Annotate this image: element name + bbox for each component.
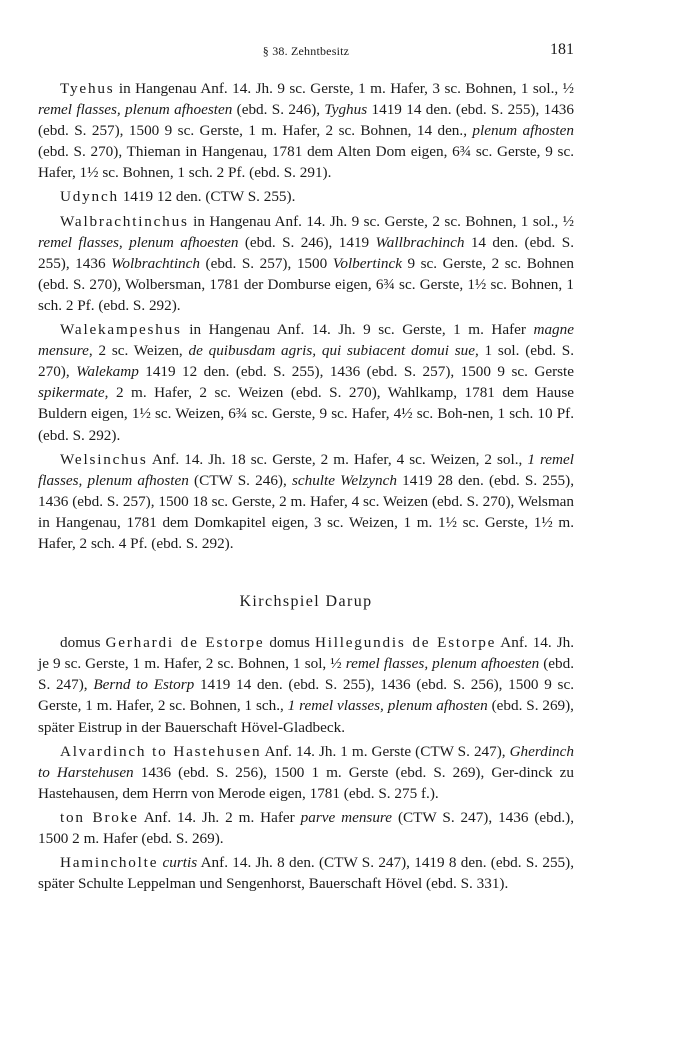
italic-citation: curtis bbox=[162, 854, 198, 872]
entry-text: Anf. 14. Jh. 1 m. Gerste (CTW S. 247), bbox=[261, 742, 510, 760]
entry-text: in Hangenau Anf. 14. Jh. 9 sc. Gerste, 1 m. Hafer, 3 sc. Bohnen, 1 sol., ½ bbox=[114, 80, 574, 97]
register-entry bbox=[38, 449, 574, 554]
entry-text: , 1 sol. (ebd. S. 270), bbox=[38, 342, 575, 381]
register-entry bbox=[38, 78, 574, 183]
italic-citation: remel flasses, plenum afhoesten bbox=[345, 655, 540, 673]
page-body bbox=[38, 78, 574, 897]
entry-text: 1419 28 den. (ebd. S. 255), 1436 (ebd. S. 257), 1500 18 sc. Gerste, 2 m. Hafer, 4 sc. Weizen (ebd. S. 270), Welsman in Hangenau, 1781 dem Domkapitel eigen, 3 sc. Weizen, 1 m. 1½ sc. Gerste, 1½ m. Hafer, 2 sch. 4 Pf. (ebd. S. 292). bbox=[38, 471, 574, 552]
entry-text: 9 sc. Gerste, 2 sc. Bohnen (ebd. S. 270), Wolbersman, 1781 der Domburse eigen, 6¾ sc. Gerste, 1½ sc. Bohnen, 1 sch. 2 Pf. (ebd. S. 292). bbox=[38, 254, 574, 314]
entry-headword: ton Broke bbox=[60, 808, 139, 826]
italic-citation: Volbertinck bbox=[332, 254, 402, 272]
entry-text: Anf. 14. Jh. 8 den. (CTW S. 247), 1419 8 den. (ebd. S. 255), später Schulte Leppelman und Sengenhorst, Bauerschaft Hövel (ebd. S. 331). bbox=[38, 854, 574, 893]
italic-citation: Tyghus bbox=[324, 101, 368, 119]
spaced-name: Gerhardi de Estorpe bbox=[105, 634, 265, 652]
entries-darup bbox=[38, 632, 574, 894]
register-entry bbox=[38, 807, 574, 849]
entry-text: (CTW S. 247), 1436 (ebd.), 1500 2 m. Hafer (ebd. S. 269). bbox=[38, 808, 574, 847]
italic-citation: 1 remel vlasses, plenum afhosten bbox=[287, 697, 488, 715]
italic-citation: Walekamp bbox=[76, 363, 139, 381]
entry-text: 14 den. (ebd. S. 255), 1436 bbox=[38, 233, 574, 272]
entry-text: 1419 12 den. (CTW S. 255). bbox=[118, 188, 296, 206]
entry-text: , 2 m. Hafer, 2 sc. Weizen (ebd. S. 270), Wahlkamp, 1781 dem Hause Buldern eigen, 1½ sc. Weizen, 6¾ sc. Gerste, 9 sc. Hafer, 4½ sc. Boh-nen, 1 sch. 10 Pf. (ebd. S. 292). bbox=[38, 384, 574, 444]
entry-text: (ebd. S. 247), bbox=[38, 655, 575, 694]
entry-text: domus bbox=[264, 634, 315, 652]
page-number: 181 bbox=[550, 41, 574, 58]
entry-text: Anf. 14. Jh. 2 m. Hafer bbox=[138, 808, 301, 826]
italic-citation: Wolbrachtinch bbox=[111, 254, 200, 272]
entry-headword: Hamincholte bbox=[60, 854, 159, 872]
entry-text: in Hangenau Anf. 14. Jh. 9 sc. Gerste, 1 m. Hafer bbox=[181, 321, 534, 339]
running-title: § 38. Zehntbesitz bbox=[262, 44, 350, 58]
entry-text: in Hangenau Anf. 14. Jh. 9 sc. Gerste, 2 sc. Bohnen, 1 sol., ½ bbox=[188, 212, 574, 230]
entries-hangenau bbox=[38, 78, 574, 554]
italic-citation: plenum afhosten bbox=[472, 122, 574, 140]
entry-headword: Alvardinch to Hastehusen bbox=[60, 742, 262, 760]
entry-text: Anf. 14. Jh. 18 sc. Gerste, 2 m. Hafer, 4 sc. Weizen, 2 sol., bbox=[147, 450, 528, 468]
register-entry bbox=[38, 852, 574, 894]
entry-text: , 2 sc. Weizen, bbox=[88, 342, 189, 360]
entry-text: (ebd. S. 269), später Eistrup in der Bauerschaft Hövel-Gladbeck. bbox=[38, 697, 574, 736]
entry-text: 1436 (ebd. S. 256), 1500 1 m. Gerste (ebd. S. 269), Ger-dinck zu Hastehausen, dem Herrn von Merode eigen, 1781 (ebd. S. 275 f.). bbox=[38, 763, 574, 802]
entry-text: (ebd. S. 246), bbox=[232, 101, 325, 119]
entry-text: 1419 14 den. (ebd. S. 255), 1436 (ebd. S. 256), 1500 9 sc. Gerste, 1 m. Hafer, 2 sc. Bohnen, 1 sch., bbox=[38, 676, 575, 715]
italic-citation: 1 remel flasses, plenum afhosten bbox=[38, 450, 574, 489]
entry-text: domus bbox=[60, 634, 106, 652]
entry-text: 1419 14 den. (ebd. S. 255), 1436 (ebd. S. 257), 1500 9 sc. Gerste, 1 m. Hafer, 2 sc. Bohnen, 14 den., bbox=[38, 101, 574, 140]
italic-citation: spikermate bbox=[38, 384, 105, 402]
italic-citation: remel flasses, plenum afhoesten bbox=[38, 101, 233, 119]
italic-citation: Bernd to Estorp bbox=[93, 676, 195, 694]
italic-citation: Wallbrachinch bbox=[375, 233, 465, 251]
italic-citation: magne mensure bbox=[38, 321, 574, 360]
italic-citation: Gherdinch to Harstehusen bbox=[38, 742, 574, 781]
register-entry bbox=[38, 319, 574, 446]
entry-headword: Tyehus bbox=[60, 80, 115, 97]
italic-citation: de quibusdam agris, qui subiacent domui sue bbox=[188, 342, 475, 360]
page-header bbox=[38, 41, 574, 61]
register-entry bbox=[38, 211, 574, 316]
entry-text: 1419 12 den. (ebd. S. 255), 1436 (ebd. S. 257), 1500 9 sc. Gerste bbox=[138, 363, 574, 381]
entry-text: Anf. 14. Jh. je 9 sc. Gerste, 1 m. Hafer, 2 sc. Bohnen, 1 sol, ½ bbox=[38, 634, 574, 673]
entry-headword: Walbrachtinchus bbox=[60, 212, 189, 230]
italic-citation: schulte Welzynch bbox=[291, 471, 397, 489]
italic-citation: remel flasses, plenum afhoesten bbox=[38, 233, 239, 251]
italic-citation: parve mensure bbox=[300, 808, 393, 826]
entry-text: (CTW S. 246), bbox=[188, 471, 292, 489]
entry-text: (ebd. S. 270), Thieman in Hangenau, 1781 dem Alten Dom eigen, 6¾ sc. Gerste, 9 sc. Hafer, 1½ sc. Bohnen, 1 sch. 2 Pf. (ebd. S. 291). bbox=[38, 143, 574, 182]
entry-text: (ebd. S. 246), 1419 bbox=[238, 233, 376, 251]
register-entry bbox=[38, 741, 574, 804]
entry-headword: Welsinchus bbox=[60, 450, 148, 468]
register-entry bbox=[38, 186, 574, 207]
entry-headword: Walekampeshus bbox=[60, 321, 182, 339]
spaced-name: Hillegundis de Estorpe bbox=[314, 634, 497, 652]
entry-text: (ebd. S. 257), 1500 bbox=[199, 254, 333, 272]
section-heading: Kirchspiel Darup bbox=[239, 593, 373, 611]
register-entry bbox=[38, 632, 574, 737]
entry-headword: Udynch bbox=[60, 188, 119, 206]
